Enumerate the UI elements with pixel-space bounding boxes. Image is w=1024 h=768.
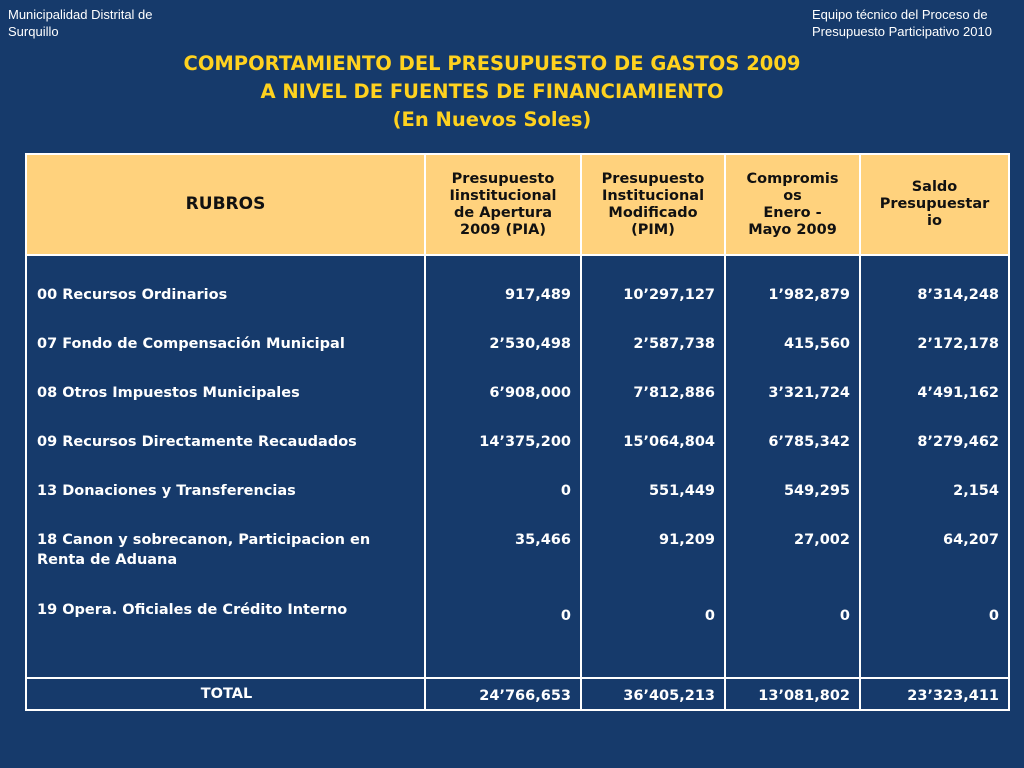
header-pia	[426, 155, 580, 254]
header-right-line1: Equipo técnico del Proceso de	[812, 7, 988, 22]
row-rubro: 00 Recursos Ordinarios	[37, 287, 228, 303]
row-rubro: 13 Donaciones y Transferencias	[37, 483, 296, 499]
row-saldo: 2’172,178	[917, 336, 999, 352]
total-comp: 13’081,802	[758, 688, 850, 704]
header-pim-l1: Presupuesto	[601, 170, 705, 187]
header-right	[812, 6, 992, 40]
header-left-line1: Municipalidad Distrital de	[8, 7, 153, 22]
row-rubro: 08 Otros Impuestos Municipales	[37, 385, 300, 401]
header-pia-l1: Presupuesto	[451, 170, 555, 187]
header-pim-l4: (PIM)	[631, 221, 675, 238]
title-line2: A NIVEL DE FUENTES DE FINANCIAMIENTO	[260, 80, 724, 103]
row-pim: 7’812,886	[633, 385, 715, 401]
row-saldo: 8’314,248	[917, 287, 999, 303]
header-pim-l2: Institucional	[601, 187, 705, 204]
row-saldo: 8’279,462	[917, 434, 999, 450]
row-pia: 0	[560, 483, 571, 499]
row-pim: 2’587,738	[633, 336, 715, 352]
row-comp: 415,560	[783, 336, 850, 352]
header-left	[8, 6, 153, 40]
header-right-line2: Presupuesto Participativo 2010	[812, 24, 992, 39]
total-pia: 24’766,653	[479, 688, 571, 704]
row-pim: 10’297,127	[623, 287, 715, 303]
header-left-line2: Surquillo	[8, 24, 59, 39]
row-saldo: 0	[988, 608, 999, 624]
row-pim: 0	[704, 608, 715, 624]
row-pia: 0	[560, 608, 571, 624]
header-comp-l4: Mayo 2009	[748, 221, 837, 238]
row-pim: 91,209	[659, 532, 715, 548]
row-rubro: 09 Recursos Directamente Recaudados	[37, 434, 357, 450]
total-label: TOTAL	[200, 686, 253, 702]
row-pim: 551,449	[648, 483, 715, 499]
header-pia-l3: de Apertura	[453, 204, 553, 221]
row-pia: 2’530,498	[489, 336, 571, 352]
header-rubros	[27, 155, 424, 254]
row-comp: 3’321,724	[768, 385, 850, 401]
header-comp-l2: os	[783, 187, 802, 204]
total-pim: 36’405,213	[623, 688, 715, 704]
header-compromisos	[726, 155, 859, 254]
title-line3: (En Nuevos Soles)	[392, 108, 592, 131]
row-comp: 549,295	[783, 483, 850, 499]
row-comp: 1’982,879	[768, 287, 850, 303]
budget-table	[25, 153, 1010, 711]
header-saldo	[861, 155, 1008, 254]
header-saldo-l1: Saldo	[911, 179, 958, 195]
header-rubros-label: RUBROS	[185, 194, 266, 214]
row-saldo: 64,207	[943, 532, 999, 548]
header-pim	[582, 155, 724, 254]
header-saldo-l3: io	[927, 213, 942, 229]
row-saldo: 4’491,162	[917, 385, 999, 401]
row-comp: 6’785,342	[768, 434, 850, 450]
row-pia: 35,466	[515, 532, 571, 548]
header-saldo-l2: Presupuestar	[879, 196, 990, 212]
header-pia-l2: Iinstitucional	[449, 187, 557, 204]
title-line1: COMPORTAMIENTO DEL PRESUPUESTO DE GASTOS 2009	[183, 52, 801, 75]
row-comp: 27,002	[794, 532, 850, 548]
row-rubro: 19 Opera. Oficiales de Crédito Interno	[37, 602, 348, 618]
row-pia: 14’375,200	[479, 434, 571, 450]
row-rubro: 07 Fondo de Compensación Municipal	[37, 336, 345, 352]
header-comp-l1: Compromis	[746, 170, 839, 187]
row-rubro: 18 Canon y sobrecanon, Participacion en Renta de Aduana	[37, 532, 371, 568]
total-saldo: 23’323,411	[907, 688, 999, 704]
slide-title	[0, 50, 984, 134]
row-comp: 0	[839, 608, 850, 624]
header-pia-l4: 2009 (PIA)	[460, 221, 546, 238]
row-pim: 15’064,804	[623, 434, 715, 450]
row-pia: 917,489	[504, 287, 571, 303]
row-pia: 6’908,000	[489, 385, 571, 401]
header-comp-l3: Enero -	[763, 204, 822, 221]
row-saldo: 2,154	[953, 483, 999, 499]
header-pim-l3: Modificado	[608, 204, 698, 221]
